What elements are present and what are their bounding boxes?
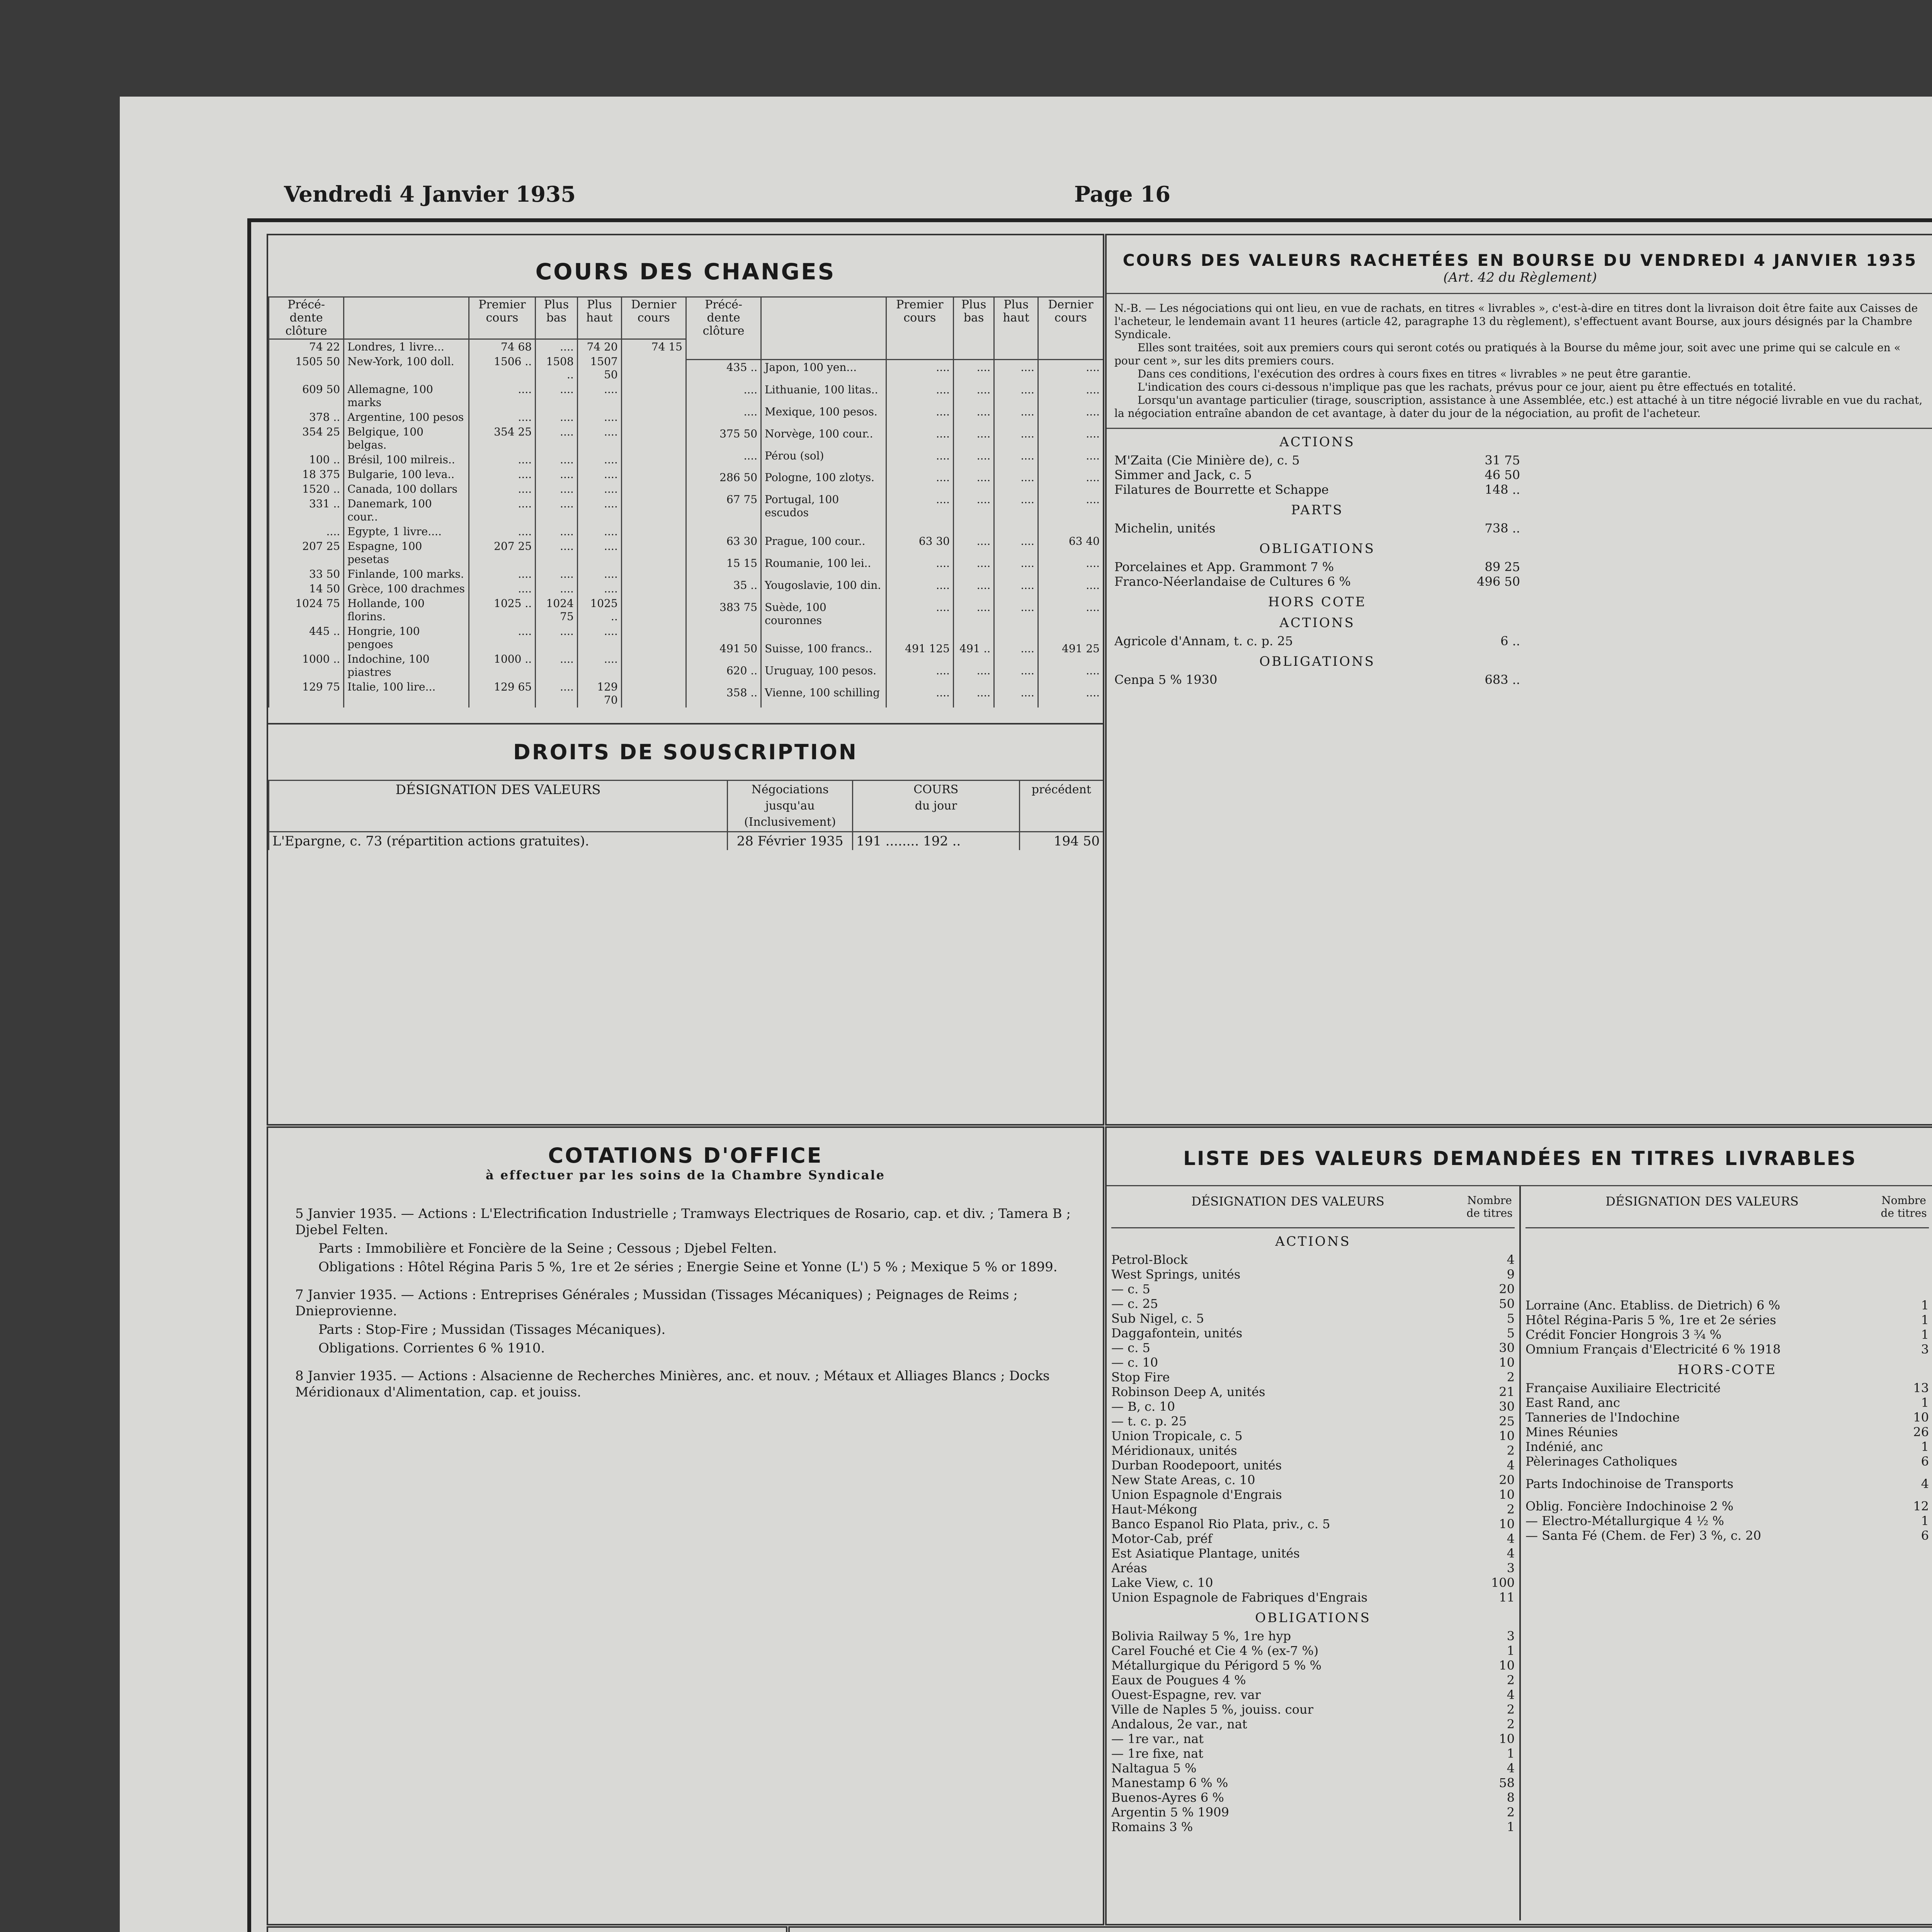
exchange-row: .... Mexique, 100 pesos. .... .... .... .... xyxy=(686,405,1103,427)
livrables-left: DÉSIGNATION DES VALEURS Nombre de titres ACTIONS Petrol-Block 4 West Springs, unités 9 — c. 5 20 — c. 25 50 Sub Nigel, c. 5 5 Daggafontein, unités 5 — c. 5 30 — c. 10 10 Stop Fire 2 Robinson Deep A, unités 21 — B, c. 10 30 — t. c. p. 25 25 Union Tropicale, c. 5 10 Méridionaux, unités 2 Durban Roodepoort, unités 4 New State Areas, c. 10 20 Union Espagnole d'Engrais 10 Haut-Mékong 2 Banco Espanol Rio Plata, priv., c. 5 10 Motor-Cab, préf 4 Est Asiatique Plantage, unités 4 Aréas 3 Lake View, c. 10 100 Union Espagnole de Fabriques d'Engrais 11 OBLIGATIONS Bolivia Railway 5 %, 1re hyp 3 Carel Fouché et Cie 4 % (ex-7 %) 1 Métallurgique du Périgord 5 % % 10 Eaux de Pougues 4 % 2 Ouest-Espagne, rev. var 4 Ville de Naples 5 %, jouiss. cour 2 Andalous, 2e var., nat 2 — 1re var., nat 10 — 1re fixe, nat 1 Naltagua 5 % 4 Manestamp 6 % % 58 Buenos-Ayres 6 % 8 Argentin 5 % 1909 2 Romains 3 % 1 xyxy=(1107,1186,1521,1920)
list-item: Union Espagnole de Fabriques d'Engrais 11 xyxy=(1111,1590,1515,1605)
list-item: Banco Espanol Rio Plata, priv., c. 5 10 xyxy=(1111,1517,1515,1531)
rachetees-note-3: Dans ces conditions, l'exécution des ordres à cours fixes en titres « livrables » ne peut être garantie. xyxy=(1138,367,1691,380)
office-p2: Parts : Immobilière et Foncière de la Seine ; Cessous ; Djebel Felten. xyxy=(318,1241,777,1256)
rachetees-note-4: L'indication des cours ci-dessous n'implique pas que les rachats, prévus pour ce jour, aient pu être effectués en totalité. xyxy=(1138,381,1796,393)
list-item: Indénié, anc 1 xyxy=(1526,1439,1929,1454)
exchange-row: 1505 50 New-York, 100 doll. 1506 .. 1508 .. 1507 50 xyxy=(269,354,686,382)
list-item: Crédit Foncier Hongrois 3 ¾ % 1 xyxy=(1526,1327,1929,1342)
livrables-section xyxy=(1105,1126,1932,1925)
exchange-row: 207 25 Espagne, 100 pesetas 207 25 .... .... xyxy=(269,539,686,567)
th-low: Plus bas xyxy=(536,298,578,339)
exchange-row: 129 75 Italie, 100 lire... 129 65 .... 129 70 xyxy=(269,680,686,707)
exchange-row: 67 75 Portugal, 100 escudos .... .... .... .... xyxy=(686,492,1103,534)
office-subtitle: à effectuer par les soins de la Chambre Syndicale xyxy=(486,1168,885,1182)
list-item: Métallurgique du Périgord 5 % % 10 xyxy=(1111,1658,1515,1673)
office-p7: 8 Janvier 1935. — Actions : Alsacienne de Recherches Minières, anc. et nouv. ; Métaux et Alliages Blancs ; Docks Méridionaux d'Alimentation, cap. et jouiss. xyxy=(295,1368,1050,1400)
list-item: Hôtel Régina-Paris 5 %, 1re et 2e séries 1 xyxy=(1526,1313,1929,1327)
demandees-section xyxy=(788,1926,1932,1932)
office-title: COTATIONS D'OFFICE xyxy=(548,1143,823,1168)
list-item: Française Auxiliaire Electricité 13 xyxy=(1526,1381,1929,1395)
exchange-row: 100 .. Brésil, 100 milreis.. .... .... .... xyxy=(269,452,686,467)
list-item: Robinson Deep A, unités 21 xyxy=(1111,1384,1515,1399)
list-item: Romains 3 % 1 xyxy=(1111,1820,1515,1834)
changes-table-right xyxy=(685,298,1103,707)
exchange-row: 18 375 Bulgarie, 100 leva.. .... .... .... xyxy=(269,467,686,482)
exchange-row: 491 50 Suisse, 100 francs.. 491 125 491 .. .... 491 25 xyxy=(686,641,1103,663)
sousc-col-date: Négociations jusqu'au (Inclusivement) xyxy=(728,781,853,832)
list-item: — B, c. 10 30 xyxy=(1111,1399,1515,1414)
rachetees-note-2: Elles sont traitées, soit aux premiers cours qui seront cotés ou pratiqués à la Bourse du même jour, soit avec une prime qui se calcule en « pour cent », sur les dits premiers cours. xyxy=(1114,341,1901,367)
th-low-r: Plus bas xyxy=(953,298,994,360)
souscription-title: DROITS DE SOUSCRIPTION xyxy=(513,740,858,764)
list-item: Lake View, c. 10 100 xyxy=(1111,1575,1515,1590)
th-last: Dernier cours xyxy=(621,298,685,339)
list-item: — 1re fixe, nat 1 xyxy=(1111,1746,1515,1761)
rachetees-section xyxy=(1105,234,1932,1126)
list-item: Durban Roodepoort, unités 4 xyxy=(1111,1458,1515,1473)
list-item: Parts Indochinoise de Transports 4 xyxy=(1526,1476,1929,1491)
list-item: Buenos-Ayres 6 % 8 xyxy=(1111,1790,1515,1805)
list-item: Est Asiatique Plantage, unités 4 xyxy=(1111,1546,1515,1561)
sousc-col-jour: COURS du jour xyxy=(852,781,1019,832)
list-item: Eaux de Pougues 4 % 2 xyxy=(1111,1673,1515,1687)
list-item: Daggafontein, unités 5 xyxy=(1111,1326,1515,1340)
list-item: Ville de Naples 5 %, jouiss. cour 2 xyxy=(1111,1702,1515,1717)
exchange-row: 354 25 Belgique, 100 belgas. 354 25 .... .... xyxy=(269,425,686,452)
rachetees-list: ACTIONS M'Zaita (Cie Minière de), c. 5 31 75 Simmer and Jack, c. 5 46 50 Filatures de Bourrette et Schappe 148 .. PARTS Michelin, unités 738 .. OBLIGATIONS Porcelaines et App. Grammont 7 % 89 25 Franco-Néerlandaise de Cultures 6 % 496 50 HORS COTE ACTIONS Agricole d'Annam, t. c. p. 25 6 .. OBLIGATIONS Cenpa 5 % 1930 683 .. xyxy=(1114,434,1520,687)
office-section xyxy=(267,1126,1104,1925)
office-p1: 5 Janvier 1935. — Actions : L'Electrification Industrielle ; Tramways Electriques de Rosario, cap. et div. ; Tamera B ; Djebel Felten. xyxy=(295,1206,1071,1238)
list-item: — c. 5 20 xyxy=(1111,1282,1515,1296)
exchange-row: 609 50 Allemagne, 100 marks .... .... .... xyxy=(269,382,686,410)
exchange-row: 1520 .. Canada, 100 dollars .... .... .... xyxy=(269,482,686,497)
list-item: Franco-Néerlandaise de Cultures 6 % 496 50 xyxy=(1114,574,1520,589)
list-item: Aréas 3 xyxy=(1111,1561,1515,1575)
list-item: Argentin 5 % 1909 2 xyxy=(1111,1805,1515,1820)
list-item: Pèlerinages Catholiques 6 xyxy=(1526,1454,1929,1469)
list-item: Lorraine (Anc. Etabliss. de Dietrich) 6 % 1 xyxy=(1526,1298,1929,1313)
list-item: — Santa Fé (Chem. de Fer) 3 %, c. 20 6 xyxy=(1526,1528,1929,1543)
list-item: — Electro-Métallurgique 4 ½ % 1 xyxy=(1526,1514,1929,1528)
list-item: East Rand, anc 1 xyxy=(1526,1395,1929,1410)
exchange-row: 1024 75 Hollande, 100 florins. 1025 .. 1024 75 1025 .. xyxy=(269,596,686,624)
sousc-col-cours: COURS xyxy=(913,783,959,796)
list-item: — 1re var., nat 10 xyxy=(1111,1731,1515,1746)
changes-title: COURS DES CHANGES xyxy=(535,259,836,285)
list-item: Omnium Français d'Electricité 6 % 1918 3 xyxy=(1526,1342,1929,1357)
changes-section xyxy=(267,234,1104,1126)
list-item: Andalous, 2e var., nat 2 xyxy=(1111,1717,1515,1731)
sousc-col-designation: DÉSIGNATION DES VALEURS xyxy=(269,781,728,832)
rachetees-note-1: N.-B. — Les négociations qui ont lieu, en vue de rachats, en titres « livrables », c'est-à-dire en titres dont la livraison doit être faite aux Caisses de l'acheteur, le lendemain avant 11 heures (article 42, paragraphe 13 du règlement), s'effectuent avant Bourse, aux jours désignés par la Chambre Syndicale. xyxy=(1114,302,1918,341)
list-item: Stop Fire 2 xyxy=(1111,1370,1515,1384)
th-first-r: Premier cours xyxy=(886,298,953,360)
list-item: Motor-Cab, préf 4 xyxy=(1111,1531,1515,1546)
exchange-row: 286 50 Pologne, 100 zlotys. .... .... .... .... xyxy=(686,470,1103,492)
list-item: — t. c. p. 25 25 xyxy=(1111,1414,1515,1429)
livrables-title: LISTE DES VALEURS DEMANDÉES EN TITRES LIVRABLES xyxy=(1183,1147,1857,1170)
list-item: — c. 25 50 xyxy=(1111,1296,1515,1311)
list-item: Naltagua 5 % 4 xyxy=(1111,1761,1515,1776)
exchange-row: .... Pérou (sol) .... .... .... .... xyxy=(686,449,1103,471)
exchange-row: 14 50 Grèce, 100 drachmes .... .... .... xyxy=(269,582,686,596)
list-item: West Springs, unités 9 xyxy=(1111,1267,1515,1282)
office-p5: Parts : Stop-Fire ; Mussidan (Tissages Mécaniques). xyxy=(318,1322,666,1337)
th-prev: Précé-dente clôture xyxy=(269,298,344,339)
page-date: Vendredi 4 Janvier 1935 xyxy=(284,182,576,207)
office-p3: Obligations : Hôtel Régina Paris 5 %, 1re et 2e séries ; Energie Seine et Yonne (L') 5 % ; Mexique 5 % or 1899. xyxy=(318,1259,1058,1275)
list-item: Mines Réunies 26 xyxy=(1526,1425,1929,1439)
exchange-row: 74 22 Londres, 1 livre... 74 68 .... 74 20 74 15 xyxy=(269,339,686,355)
list-item: M'Zaita (Cie Minière de), c. 5 31 75 xyxy=(1114,453,1520,468)
exchange-row: 1000 .. Indochine, 100 piastres 1000 .. .... .... xyxy=(269,652,686,680)
list-item: Agricole d'Annam, t. c. p. 25 6 .. xyxy=(1114,634,1520,648)
exchange-row: .... Lithuanie, 100 litas.. .... .... .... .... xyxy=(686,383,1103,405)
souscription-row: L'Epargne, c. 73 (répartition actions gratuites). 28 Février 1935 191 ........ 192 .. 194 50 xyxy=(269,832,1103,850)
sousc-col-prev: précédent xyxy=(1019,781,1103,832)
list-item: Simmer and Jack, c. 5 46 50 xyxy=(1114,468,1520,482)
list-item: Méridionaux, unités 2 xyxy=(1111,1443,1515,1458)
exchange-row: 33 50 Finlande, 100 marks. .... .... .... xyxy=(269,567,686,582)
page-number: Page 16 xyxy=(1074,182,1171,207)
list-item: Haut-Mékong 2 xyxy=(1111,1502,1515,1517)
exchange-row: 383 75 Suède, 100 couronnes .... .... .... .... xyxy=(686,600,1103,642)
list-item: Filatures de Bourrette et Schappe 148 .. xyxy=(1114,482,1520,497)
list-item: Ouest-Espagne, rev. var 4 xyxy=(1111,1687,1515,1702)
changes-table-left xyxy=(268,298,685,707)
exchange-row: 358 .. Vienne, 100 schilling .... .... .... .... xyxy=(686,685,1103,707)
list-item: Tanneries de l'Indochine 10 xyxy=(1526,1410,1929,1425)
list-item: — c. 10 10 xyxy=(1111,1355,1515,1370)
exchange-row: 35 .. Yougoslavie, 100 din. .... .... .... .... xyxy=(686,578,1103,600)
list-item: New State Areas, c. 10 20 xyxy=(1111,1473,1515,1487)
livrables-right: DÉSIGNATION DES VALEURS Nombre de titres Lorraine (Anc. Etabliss. de Dietrich) 6 % 1 Hôtel Régina-Paris 5 %, 1re et 2e séries 1 Crédit Foncier Hongrois 3 ¾ % 1 Omnium Français d'Electricité 6 % 1918 3 HORS-COTE Française Auxiliaire Electricité 13 East Rand, anc 1 Tanneries de l'Indochine 10 Mines Réunies 26 Indénié, anc 1 Pèlerinages Catholiques 6 Parts Indochinoise de Transports 4 Oblig. Foncière Indochinoise 2 % 12 — Electro-Métallurgique 4 ½ % 1 — Santa Fé (Chem. de Fer) 3 %, c. 20 6 xyxy=(1521,1186,1932,1920)
main-frame xyxy=(247,218,1932,1932)
exchange-row: 435 .. Japon, 100 yen... .... .... .... .... xyxy=(686,360,1103,383)
list-item: Union Tropicale, c. 5 10 xyxy=(1111,1429,1515,1443)
rachetees-title: COURS DES VALEURS RACHETÉES EN BOURSE DU VENDREDI 4 JANVIER 1935 xyxy=(1122,251,1918,270)
th-high-r: Plus haut xyxy=(994,298,1038,360)
rachetees-subtitle: (Art. 42 du Règlement) xyxy=(1443,270,1597,285)
list-item: Petrol-Block 4 xyxy=(1111,1252,1515,1267)
exchange-row: 375 50 Norvège, 100 cour.. .... .... .... .... xyxy=(686,427,1103,449)
office-p4: 7 Janvier 1935. — Actions : Entreprises Générales ; Mussidan (Tissages Mécaniques) ; Peignages de Reims ; Dnieprovienne. xyxy=(295,1287,1018,1319)
th-high: Plus haut xyxy=(577,298,621,339)
list-item: Union Espagnole d'Engrais 10 xyxy=(1111,1487,1515,1502)
exchange-row: 378 .. Argentine, 100 pesos .... .... .... xyxy=(269,410,686,425)
list-item: Michelin, unités 738 .. xyxy=(1114,521,1520,536)
th-first: Premier cours xyxy=(469,298,535,339)
rachetees-note-5: Lorsqu'un avantage particulier (tirage, souscription, assistance à une Assemblée, etc.) est attaché à un titre négocié livrable en vue du rachat, la négociation entraîne abandon de cet avantage, à dater du jour de la négociation, au profit de l'acheteur. xyxy=(1114,394,1923,420)
souscription-table xyxy=(268,780,1103,850)
office-p6: Obligations. Corrientes 6 % 1910. xyxy=(318,1340,545,1356)
exchange-row: 331 .. Danemark, 100 cour.. .... .... .... xyxy=(269,497,686,524)
list-item: — c. 5 30 xyxy=(1111,1340,1515,1355)
exchange-row: 63 30 Prague, 100 cour.. 63 30 .... .... 63 40 xyxy=(686,534,1103,556)
list-item: Bolivia Railway 5 %, 1re hyp 3 xyxy=(1111,1629,1515,1643)
exchange-row: 620 .. Uruguay, 100 pesos. .... .... .... .... xyxy=(686,663,1103,685)
th-prev-r: Précé-dente clôture xyxy=(686,298,761,360)
list-item: Carel Fouché et Cie 4 % (ex-7 %) 1 xyxy=(1111,1643,1515,1658)
exchange-row: 445 .. Hongrie, 100 pengoes .... .... .... xyxy=(269,624,686,652)
rappels-section xyxy=(267,1926,787,1932)
exchange-row: .... Egypte, 1 livre.... .... .... .... xyxy=(269,524,686,539)
exchange-row: 15 15 Roumanie, 100 lei.. .... .... .... .... xyxy=(686,556,1103,578)
th-last-r: Dernier cours xyxy=(1038,298,1103,360)
list-item: Manestamp 6 % % 58 xyxy=(1111,1776,1515,1790)
list-item: Porcelaines et App. Grammont 7 % 89 25 xyxy=(1114,560,1520,574)
list-item: Sub Nigel, c. 5 5 xyxy=(1111,1311,1515,1326)
list-item: Oblig. Foncière Indochinoise 2 % 12 xyxy=(1526,1499,1929,1514)
list-item: Cenpa 5 % 1930 683 .. xyxy=(1114,672,1520,687)
